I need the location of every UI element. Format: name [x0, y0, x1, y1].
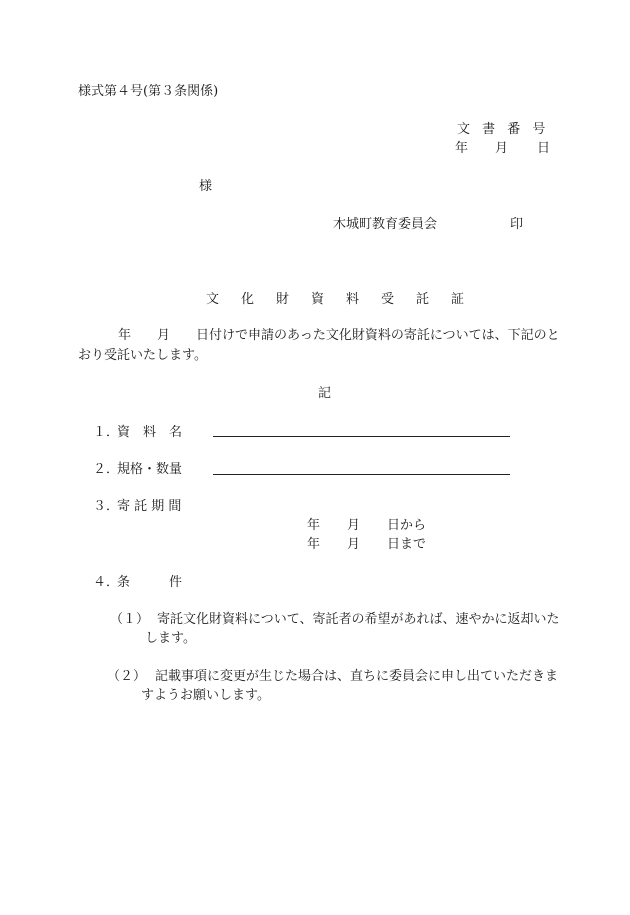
item-2-label: 規格・数量 — [117, 462, 183, 477]
condition-1-line-1: 寄託文化財資料について、寄託者の希望があれば、速やかに返却いた — [157, 612, 560, 627]
ki-heading: 記 — [318, 386, 332, 401]
item-1-label: 資 料 名 — [117, 425, 183, 440]
period-from-day: 日から — [387, 518, 427, 533]
period-from-month: 月 — [347, 518, 361, 533]
issue-date-month: 月 — [495, 141, 509, 156]
condition-1-number: （１） — [110, 612, 150, 627]
document-number-label: 文 書 番 号 — [457, 122, 550, 137]
item-4-number: ４． — [93, 575, 120, 590]
item-3-label: 寄 託 期 間 — [117, 499, 182, 514]
period-to-day: 日まで — [387, 537, 427, 552]
item-2-fill-line — [213, 474, 510, 475]
item-3-number: ３． — [93, 499, 120, 514]
period-to-month: 月 — [347, 537, 361, 552]
issuer-name: 木城町教育委員会 — [333, 217, 438, 232]
period-to-year: 年 — [307, 537, 321, 552]
item-2-number: ２． — [93, 462, 120, 477]
form-id: 様式第４号(第３条関係) — [78, 84, 219, 99]
condition-1-line-2: します。 — [145, 631, 196, 646]
intro-line-1: 年 月 日付けで申請のあった文化財資料の寄託については、下記のと — [118, 328, 560, 343]
issue-date-year: 年 — [455, 141, 469, 156]
recipient-honorific: 様 — [199, 179, 213, 194]
condition-2-number: （２） — [107, 669, 147, 684]
seal-mark: 印 — [510, 217, 524, 232]
document-title: 文化財資料受託証 — [206, 292, 487, 307]
item-1-number: １． — [93, 425, 120, 440]
period-from-year: 年 — [307, 518, 321, 533]
item-1-fill-line — [213, 436, 510, 437]
condition-2-line-2: すようお願いします。 — [141, 688, 270, 703]
condition-2-line-1: 記載事項に変更が生じた場合は、直ちに委員会に申し出ていただきま — [155, 669, 559, 684]
intro-line-2: おり受託いたします。 — [78, 348, 207, 363]
item-4-label: 条 件 — [117, 575, 183, 590]
issue-date-day: 日 — [537, 141, 551, 156]
